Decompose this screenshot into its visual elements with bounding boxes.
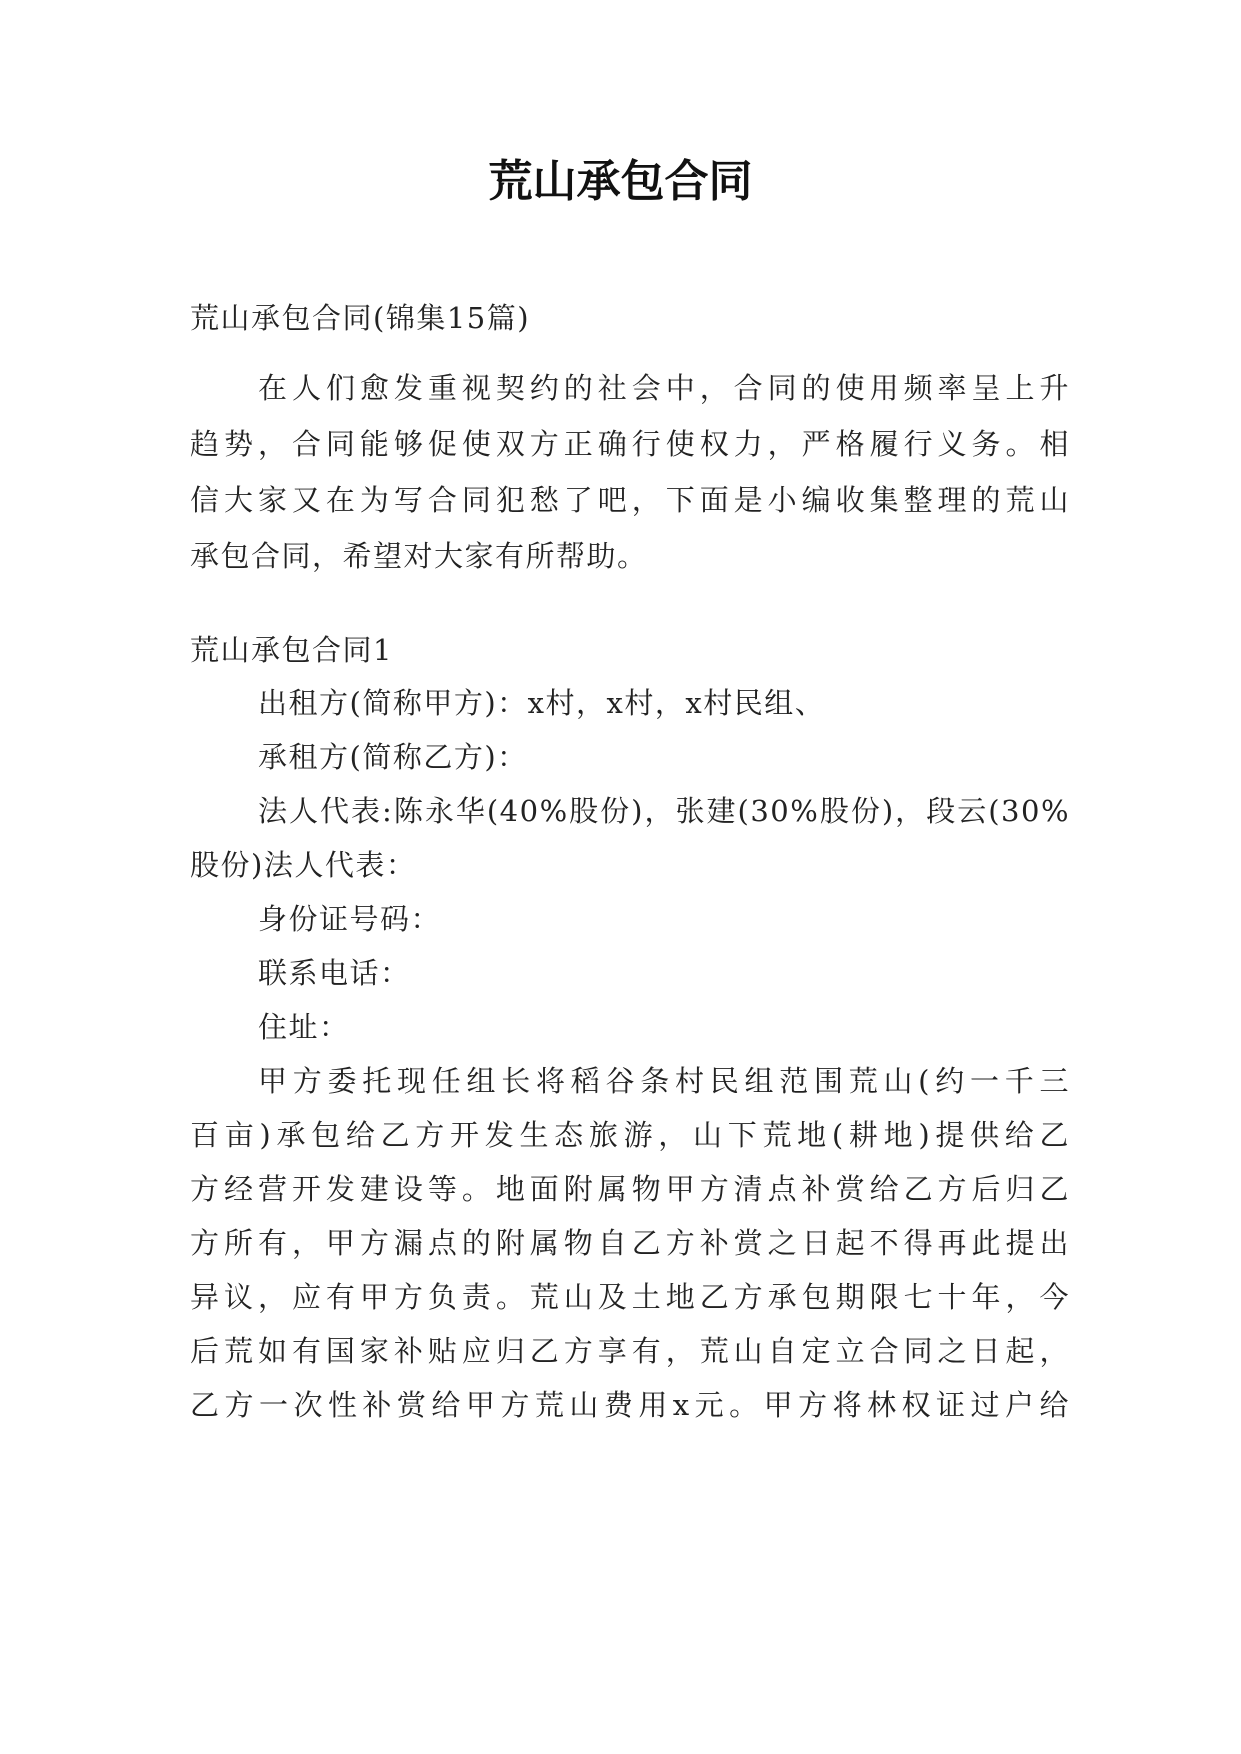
legal-rep-line: 法人代表:陈永华(40%股份)，张建(30%股份)，段云(30% <box>258 794 1070 828</box>
phone-line: 联系电话： <box>258 956 411 990</box>
lessee-line: 承租方(简称乙方)： <box>258 740 528 774</box>
body-line: 异议，应有甲方负责。荒山及土地乙方承包期限七十年，今 <box>190 1280 1070 1314</box>
intro-line: 趋势，合同能够促使双方正确行使权力，严格履行义务。相 <box>190 427 1070 461</box>
id-number-line: 身份证号码： <box>258 902 442 936</box>
intro-line: 信大家又在为写合同犯愁了吧，下面是小编收集整理的荒山 <box>190 483 1070 517</box>
document-title: 荒山承包合同 <box>488 156 753 207</box>
address-line: 住址： <box>258 1010 350 1044</box>
document-subtitle: 荒山承包合同(锦集15篇) <box>190 301 531 335</box>
body-line: 百亩)承包给乙方开发生态旅游，山下荒地(耕地)提供给乙 <box>190 1118 1070 1152</box>
lessor-line: 出租方(简称甲方)：x村，x村，x村民组、 <box>258 686 826 720</box>
body-line: 方所有，甲方漏点的附属物自乙方补赏之日起不得再此提出 <box>190 1226 1070 1260</box>
section-heading: 荒山承包合同1 <box>190 633 393 667</box>
body-line: 乙方一次性补赏给甲方荒山费用x元。甲方将林权证过户给 <box>190 1388 1070 1422</box>
legal-rep-line: 股份)法人代表： <box>190 848 417 882</box>
intro-line: 承包合同，希望对大家有所帮助。 <box>190 539 648 573</box>
body-line: 甲方委托现任组长将稻谷条村民组范围荒山(约一千三 <box>258 1064 1070 1098</box>
body-line: 方经营开发建设等。地面附属物甲方清点补赏给乙方后归乙 <box>190 1172 1070 1206</box>
body-line: 后荒如有国家补贴应归乙方享有，荒山自定立合同之日起， <box>190 1334 1070 1368</box>
intro-line: 在人们愈发重视契约的社会中，合同的使用频率呈上升 <box>258 371 1070 405</box>
